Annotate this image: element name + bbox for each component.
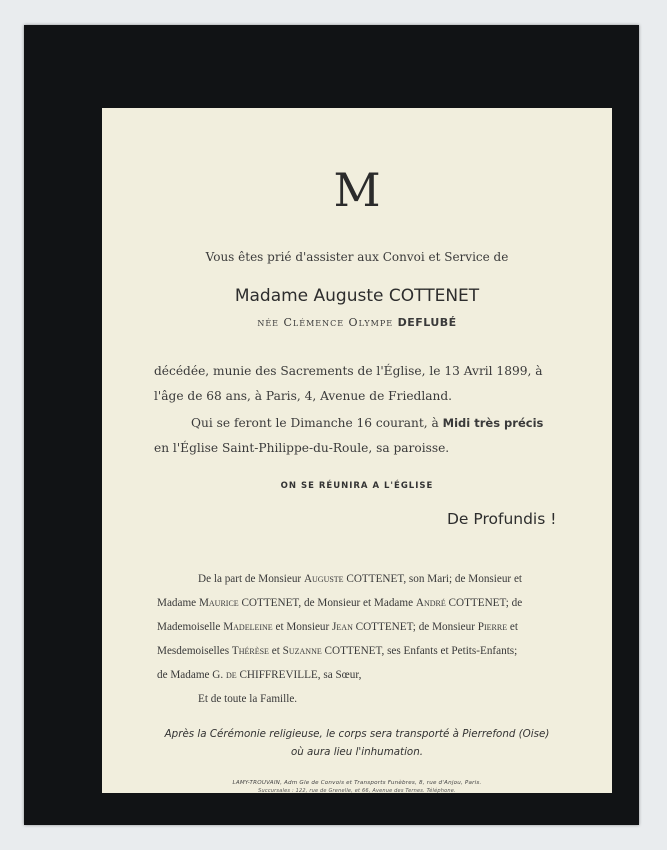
printer-imprint-line-1: LAMY-TROUVAIN, Adm Gle de Convois et Transports Funèbres, 8, rue d'Anjou, Paris. bbox=[232, 780, 482, 786]
family-given-name: Auguste bbox=[303, 573, 344, 585]
family-text: et bbox=[268, 645, 283, 657]
family-text: Madame bbox=[157, 597, 199, 609]
family-line-4 bbox=[157, 645, 517, 657]
family-given-name: André bbox=[415, 597, 446, 609]
family-particle: de bbox=[225, 669, 237, 681]
family-text: COTTENET; de Monsieur bbox=[352, 621, 478, 633]
de-profundis: De Profundis ! bbox=[447, 510, 557, 528]
family-given-name: Suzanne bbox=[282, 645, 322, 657]
family-given-name: Jean bbox=[332, 621, 353, 633]
family-text: et Monsieur bbox=[272, 621, 333, 633]
service-line-2: en l'Église Saint-Philippe-du-Roule, sa paroisse. bbox=[154, 441, 450, 455]
family-text: de Madame G. bbox=[157, 669, 226, 681]
service-line-1 bbox=[191, 416, 543, 430]
family-text: COTTENET, son Mari; de Monsieur et bbox=[343, 573, 523, 585]
family-text: Mademoiselle bbox=[157, 621, 224, 633]
notice-paper bbox=[102, 108, 612, 793]
monogram: M bbox=[333, 163, 381, 217]
family-line-5 bbox=[157, 669, 361, 681]
nee-prefix: née bbox=[257, 316, 279, 329]
deceased-name: Madame Auguste COTTENET bbox=[234, 286, 480, 306]
burial-note-line-1: Après la Cérémonie religieuse, le corps sera transporté à Pierrefond (Oise) bbox=[164, 728, 550, 740]
family-text: COTTENET; de bbox=[445, 597, 523, 609]
family-text: COTTENET, ses Enfants et Petits-Enfants; bbox=[321, 645, 518, 657]
burial-note-line-2: où aura lieu l'inhumation. bbox=[290, 746, 424, 758]
death-details-line-1: décédée, munie des Sacrements de l'Église, le 13 Avril 1899, à bbox=[154, 364, 543, 378]
family-text: De la part de Monsieur bbox=[198, 573, 304, 585]
family-text: COTTENET, de Monsieur et Madame bbox=[238, 597, 416, 609]
family-given-name: Maurice bbox=[198, 597, 239, 609]
invitation-line: Vous êtes prié d'assister aux Convoi et Service de bbox=[205, 250, 509, 264]
gathering-notice: ON SE RÉUNIRA A L'ÉGLISE bbox=[280, 481, 434, 491]
family-line-6: Et de toute la Famille. bbox=[198, 693, 298, 705]
death-details-line-2: l'âge de 68 ans, à Paris, 4, Avenue de Friedland. bbox=[154, 389, 453, 403]
family-line-1 bbox=[198, 573, 522, 585]
family-line-3 bbox=[157, 621, 518, 633]
family-line-2 bbox=[157, 597, 522, 609]
family-given-name: Pierre bbox=[477, 621, 508, 633]
mourning-card-border bbox=[24, 25, 639, 825]
maiden-name: DEFLUBÉ bbox=[397, 316, 457, 329]
family-given-name: Thérèse bbox=[231, 645, 269, 657]
family-text: Mesdemoiselles bbox=[157, 645, 232, 657]
maiden-name-line bbox=[102, 316, 612, 329]
given-names: Clémence Olympe bbox=[283, 316, 394, 329]
family-given-name: Madeleine bbox=[223, 621, 273, 633]
service-time: Midi très précis bbox=[442, 416, 544, 430]
family-text: CHIFFREVILLE, sa Sœur, bbox=[236, 669, 362, 681]
service-date: Qui se feront le Dimanche 16 courant, à bbox=[191, 416, 443, 430]
printer-imprint-line-2: Succursales : 122, rue de Grenelle, et 66, Avenue des Ternes. Téléphone. bbox=[258, 788, 456, 794]
family-text: et bbox=[507, 621, 518, 633]
